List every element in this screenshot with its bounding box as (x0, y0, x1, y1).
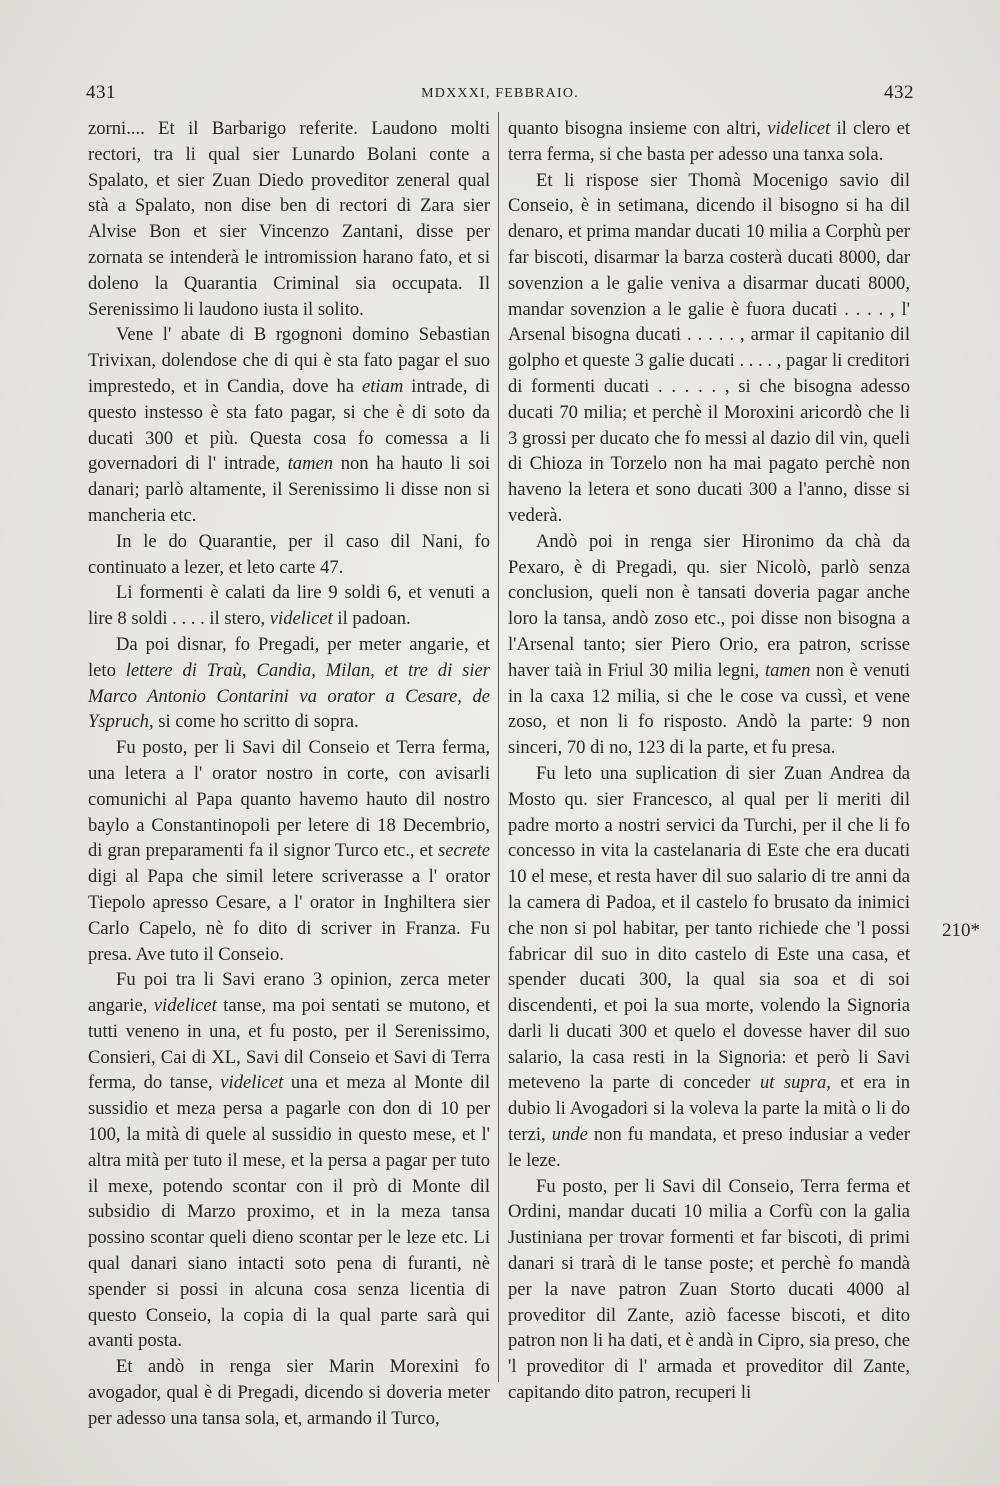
left-text-column (88, 116, 490, 1432)
text-run: intrade, di questo instesso è sta fato pagar, si che è di soto da ducati 300 et più. Questa cosa fo comessa a li governadori di l' intrade, (88, 375, 490, 475)
italic-text: videlicet (153, 995, 217, 1017)
italic-text: unde (551, 1124, 588, 1146)
italic-text: tamen (287, 453, 334, 475)
paragraph (508, 529, 910, 761)
text-run: il clero et terra ferma, si che basta per adesso una tanxa sola. (508, 118, 911, 165)
italic-text: secrete (438, 840, 490, 862)
left-page-number: 431 (86, 82, 116, 103)
text-run: In le do Quarantie, per il caso dil Nani, fo continuato a lezer, et leto carte 47. (88, 530, 490, 578)
paragraph (88, 580, 490, 632)
text-run: et era in dubio li Avogadori si la voleva la parte la mità o li do terzi, (508, 1072, 911, 1146)
text-run: Fu posto, per li Savi dil Conseio, Terra ferma et Ordini, mandar ducati 10 milia a Corfù con la galia Justiniana per trovar formenti et far biscoti, di primi danari si trarà di le tanse poste; et perchè fo mandà per la nave patron Zuan Storto ducati 4000 al proveditor dil Zante, aziò facesse biscoti, et dito patron non li ha dati, et è andà in Cipro, sia preso, che 'l proveditor di l' armada et proveditor dil Zante, capitando dito patron, recuperi li (508, 1175, 910, 1404)
text-run: si come ho scritto di sopra. (153, 711, 359, 733)
text-run: quanto bisogna insieme con altri, (508, 118, 768, 139)
paragraph (88, 322, 490, 528)
text-run: tanse, ma poi sentati se mutono, et tutti veneno in una, et fu posto, per il Serenissimo, Consieri, Cai di XL, Savi dil Conseio et Savi di Terra ferma, do tanse, (88, 995, 490, 1094)
text-run: Fu poi tra li Savi erano 3 opinion, zerca meter angarie, (88, 969, 490, 1017)
text-run: Fu leto una suplication di sier Zuan Andrea da Mosto qu. sier Francesco, al qual per li meriti dil padre morto a nostri servici da Turchi, per il che li fo concesso in vita la castelanaria di Este che era ducati 10 el mese, et resta haver dil suo salario di tre anni da la camera di Padoa, et il castelo fo brusato da inimici che non si pol habitar, per tanto richiede che 'l possi fabricar dil suo in dito castelo di Este una casa, et spender ducati 300, la qual sia soa et di soi discendenti, et poi la sua morte, volendo la Signoria darli li ducati 300 et quelo el dovesse haver dil suo salario, la casa resti in la Signoria: et però li Savi meteveno la parte di conceder (508, 762, 910, 1094)
paragraph (88, 632, 490, 735)
text-run: Et li rispose sier Thomà Mocenigo savio dil Conseio, è in setimana, dicendo il bisogno si ha dil denaro, et prima mandar ducati 10 milia a Corphù per far biscoti, disarmar la barza costerà ducati 8000, dar sovenzion a le galie veniva a disarmar ducati 8000, mandar sovenzion a le galie è fuora ducati . . . . , l' Arsenal bisogna ducati . . . . . , armar il capitanio dil golpho et queste 3 galie ducati . . . . , pagar li creditori di formenti ducati . . . . . , si che bisogna adesso ducati 70 milia; et perchè il Moroxini aricordò che li 3 grossi per ducato che fo messi al dazio dil vin, queli di Chioza in Torzelo non ha mai pagato perchè non haveno la letera et sono ducati 300 a l'anno, disse si vederà. (508, 169, 910, 526)
text-run: Vene l' abate di B rgognoni domino Sebastian Trivixan, dolendose che di qui è sta fato pagar el suo imprestedo, et in Candia, dove ha (88, 324, 490, 397)
column-divider (498, 112, 499, 1382)
italic-text: videlicet (269, 608, 333, 630)
paragraph (88, 529, 490, 581)
text-run: zorni.... Et il Barbarigo referite. Laudono molti rectori, tra li qual sier Lunardo Bolani conte a Spalato, et sier Zuan Diedo proveditor zeneral qual stà a Spalato, non dise ben di rectori di Zara sier Alvise Bon et sier Vincenzo Zantani, disse per zornata se intenderà le intromission harano fato, et si doleno la Quarantia Criminal sia occupata. Il Serenissimo li laudono iusta il solito. (88, 118, 490, 320)
paragraph (508, 168, 910, 529)
italic-text: etiam (362, 375, 404, 397)
paragraph (88, 116, 490, 322)
text-run: Andò poi in renga sier Hironimo da chà da Pexaro, è di Pregadi, qu. sier Nicolò, parlò senza conclusion, queli non è tansati doveria pagar anche loro la tansa, andò zoso etc., poi disse non bisogna a l'Arsenal tanto; sier Piero Orio, era patron, scrisse haver taià in Friul 30 milia legni, (508, 530, 910, 681)
text-run: non fu mandata, et preso indusiar a veder le leze. (508, 1124, 910, 1171)
text-run: una et meza al Monte dil sussidio et meza persa a pagarle con don di 10 per 100, la mità di quele al sussidio in questo mese, et l' altra mità per tuto il mese, et la persa a pagar per tuto il mexe, potendo scontar con il prò di Monte dil subsidio di Marzo proximo, et in la meza tansa possino scontar queli dieno scontar per le leze etc. Li qual danari siano intacti soto pena di furanti, nè spender si possi in alcuna cosa senza licentia di questo Conseio, la copia di la qual parte sarà qui avanti posta. (88, 1072, 490, 1352)
paragraph (88, 967, 490, 1354)
text-run: il padoan. (332, 608, 411, 630)
text-run: Li formenti è calati da lire 9 soldi 6, et venuti a lire 8 soldi . . . . il stero, (88, 582, 490, 630)
italic-text: lettere di Traù, Candia, Milan, et tre di sier Marco Antonio Contarini va orator a Cesare, de Yspruch, (88, 659, 491, 733)
text-run: Et andò in renga sier Marin Morexini fo avogador, qual è di Pregadi, dicendo si doveria meter per adesso una tansa sola, et, armando il Turco, (88, 1356, 490, 1429)
paragraph (508, 761, 910, 1174)
margin-note: 210* (942, 920, 980, 941)
right-text-column (508, 116, 910, 1406)
italic-text: tamen (764, 659, 811, 681)
paragraph (88, 735, 490, 967)
paragraph (88, 1354, 490, 1431)
text-run: non ha hauto li soi danari; parlò altamente, il Serenissimo li disse non si mancheria etc. (88, 453, 490, 526)
text-run: non è venuti in la caxa 12 milia, si che le cose va cussì, et vene zoso, et non li fo risposto. Andò la parte: 9 non sinceri, 70 di no, 123 di la parte, et fu presa. (508, 659, 910, 759)
paragraph (508, 116, 910, 168)
text-run: digi al Papa che simil letere scriverasse a l' orator Tiepolo apresso Cesare, a l' orator in Inghiltera sier Carlo Capelo, nè fo dito di scriver in Franza. Fu presa. Ave tuto il Conseio. (88, 866, 490, 965)
italic-text: videlicet (220, 1072, 284, 1094)
text-run: Fu posto, per li Savi dil Conseio et Terra ferma, una letera a l' orator nostro in corte, con avisarli comunichi al Papa quanto havemo hauto dil nostro baylo a Constantinopoli per letere di 18 Decembrio, di gran preparamenti fa il signor Turco etc., et (88, 737, 490, 862)
right-page-number: 432 (884, 82, 914, 103)
running-title: MDXXXI, FEBBRAIO. (421, 86, 579, 101)
italic-text: ut supra, (759, 1072, 831, 1094)
paragraph (508, 1174, 910, 1406)
text-run: Da poi disnar, fo Pregadi, per meter angarie, et leto (88, 633, 490, 681)
italic-text: videlicet (767, 118, 831, 139)
